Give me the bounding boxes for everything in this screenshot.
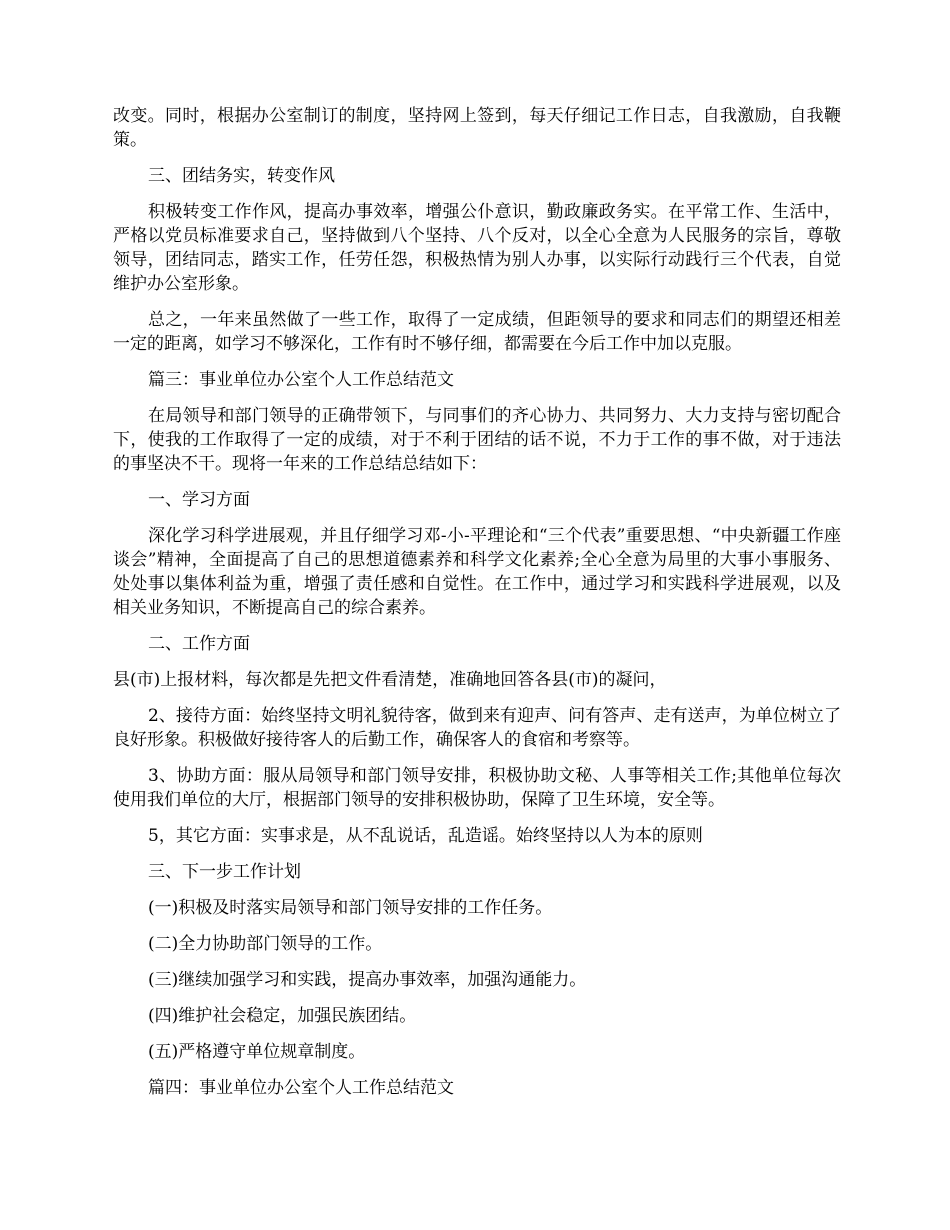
section-title-part4: 篇四：事业单位办公室个人工作总结范文 xyxy=(148,1078,454,1098)
paragraph-intro: 在局领导和部门领导的正确带领下，与同事们的齐心协力、共同努力、大力支持与密切配合下，使我的工作取得了一定的成绩，对于不利于团结的话不说，不力于工作的事不做，对于违法的事坚决不干。现将一年来的工作总结总结如下： xyxy=(113,406,841,474)
plan-item-1: (一)积极及时落实局领导和部门领导安排的工作任务。 xyxy=(148,898,553,918)
paragraph-summary: 总之，一年来虽然做了一些工作，取得了一定成绩，但距领导的要求和同志们的期望还相差一定的距离，如学习不够深化，工作有时不够仔细，都需要在今后工作中加以克服。 xyxy=(113,310,841,354)
document-body xyxy=(113,104,841,1112)
section-title-part3: 篇三：事业单位办公室个人工作总结范文 xyxy=(148,370,454,390)
paragraph-reception: 2、接待方面：始终坚持文明礼貌待客，做到来有迎声、问有答声、走有送声，为单位树立了良好形象。积极做好接待客人的后勤工作，确保客人的食宿和考察等。 xyxy=(113,706,841,750)
plan-item-5: (五)严格遵守单位规章制度。 xyxy=(148,1042,366,1062)
plan-item-4: (四)维护社会稳定，加强民族团结。 xyxy=(148,1006,417,1026)
heading-next-plan: 三、下一步工作计划 xyxy=(148,862,301,882)
paragraph-assistance: 3、协助方面：服从局领导和部门领导安排，积极协助文秘、人事等相关工作;其他单位每次使用我们单位的大厅，根据部门领导的安排积极协助，保障了卫生环境，安全等。 xyxy=(113,766,841,810)
heading-study: 一、学习方面 xyxy=(148,490,250,510)
heading-work: 二、工作方面 xyxy=(148,634,250,654)
paragraph-other: 5，其它方面：实事求是，从不乱说话，乱造谣。始终坚持以人为本的原则 xyxy=(148,826,703,846)
paragraph-study: 深化学习科学进展观，并且仔细学习邓-小-平理论和“三个代表”重要思想、“中央新疆工作座谈会”精神，全面提高了自己的思想道德素养和科学文化素养;全心全意为局里的大事小事服务、处处事以集体利益为重，增强了责任感和自觉性。在工作中，通过学习和实践科学进展观，以及相关业务知识，不断提高自己的综合素养。 xyxy=(113,526,841,618)
paragraph-work-style: 积极转变工作作风，提高办事效率，增强公仆意识，勤政廉政务实。在平常工作、生活中，严格以党员标准要求自己，坚持做到八个坚持、八个反对，以全心全意为人民服务的宗旨，尊敬领导，团结同志，踏实工作，任劳任怨，积极热情为别人办事，以实际行动践行三个代表，自觉维护办公室形象。 xyxy=(113,202,841,294)
plan-item-3: (三)继续加强学习和实践，提高办事效率，加强沟通能力。 xyxy=(148,970,587,990)
plan-item-2: (二)全力协助部门领导的工作。 xyxy=(148,934,383,954)
paragraph-1: 改变。同时，根据办公室制订的制度，坚持网上签到，每天仔细记工作日志，自我激励，自我鞭策。 xyxy=(113,106,841,150)
heading-unity-pragmatic: 三、团结务实，转变作风 xyxy=(148,166,335,186)
paragraph-materials: 县(市)上报材料，每次都是先把文件看清楚，准确地回答各县(市)的凝问， xyxy=(113,670,667,690)
